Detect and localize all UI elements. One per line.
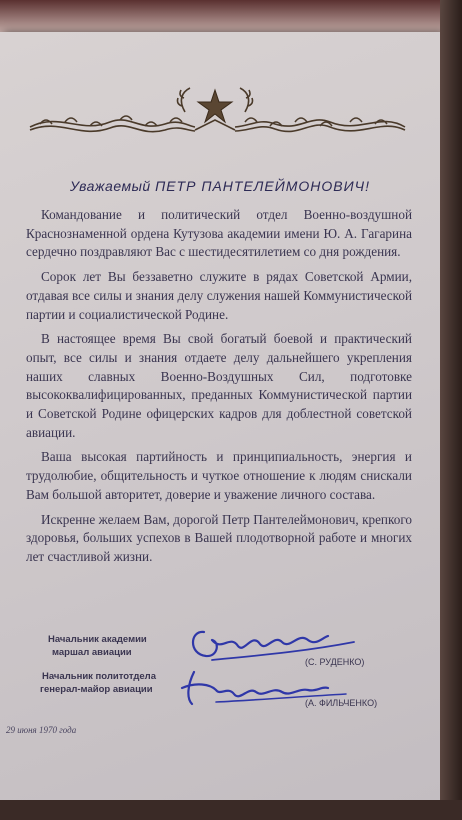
signatory-2-title [40,670,156,696]
background-edge-bottom [0,800,462,820]
paragraph: В настоящее время Вы свой богатый боевой и практический опыт, все силы и знания отдаете делу дальнейшего укрепления наших славных Военно-Воздушных Сил, подготовке высококвалифицированных, преданных Коммунистической партии и Советской Родине офицерских кадров для доблестной советской авиации. [26,331,412,440]
greeting-name: ПЕТР ПАНТЕЛЕЙМОНОВИЧ! [155,178,370,194]
star-emblem-icon [20,82,410,142]
paragraph: Ваша высокая партийность и принципиальность, энергия и трудолюбие, общительность и чуткое отношение к людям снискали Вам большой авторитет, доверие и уважение личного состава. [26,449,412,502]
signatory-1-name: (С. РУДЕНКО) [305,657,365,667]
paragraph: Сорок лет Вы беззаветно служите в рядах Советской Армии, отдавая все силы и знания делу служения нашей Коммунистической партии и социалистической Родине. [26,269,412,322]
signatory-2-name: (А. ФИЛЬЧЕНКО) [305,698,378,708]
signatory-title-line: Начальник политотдела [42,671,156,682]
letter-date: 29 июня 1970 года [6,725,77,735]
signatory-title-line: маршал авиации [52,647,132,658]
paragraph: Командование и политический отдел Военно-воздушной Краснознаменной ордена Кутузова академии имени Ю. А. Гагарина сердечно поздравляют Вас с шестидесятилетием со дня рождения. [26,207,412,260]
signatory-title-line: Начальник академии [48,634,147,645]
greeting-prefix: Уважаемый [70,178,151,194]
signatory-title-line: генерал-майор авиации [40,684,153,695]
greeting-line [0,178,440,194]
signatory-1-title [40,633,147,659]
letter-body [26,206,412,573]
paragraph: Искренне желаем Вам, дорогой Петр Пантелеймонович, крепкого здоровья, больших успехов в Вашей плодотворной работе и многих лет счастливой жизни. [26,511,412,564]
background-edge-right [440,0,462,820]
